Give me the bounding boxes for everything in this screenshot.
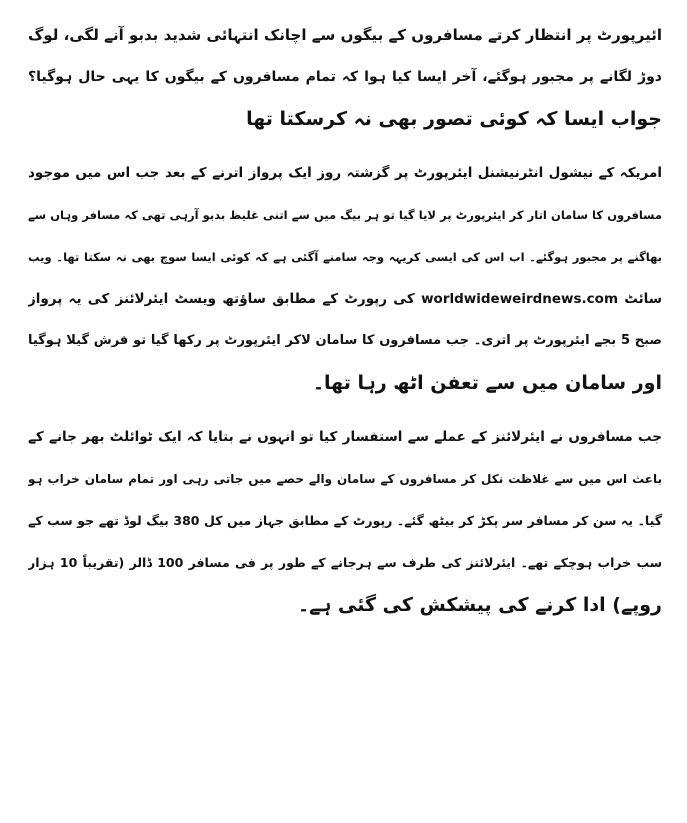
paragraph-explanation [28, 416, 662, 626]
text-line: بھاگنے پر مجبور ہوگئے۔ اب اس کی ایسی کریہہ وجہ سامنے آگئی ہے کہ کوئی ایسا سوچ بھی نہ سکتا تھا۔ ویب [28, 250, 662, 264]
text-line: امریکہ کے نیشول انٹرنیشنل ایئرپورٹ پر گزشتہ روز ایک پرواز اترنے کے بعد جب اس میں موجود [28, 165, 662, 181]
text-line: باعث اس میں سے غلاظت نکل کر مسافروں کے سامان والے حصے میں جاتی رہی اور تمام سامان خراب ہو [28, 472, 662, 486]
text-line: ائیرپورٹ پر انتظار کرتے مسافروں کے بیگوں سے اچانک انتہائی شدید بدبو آنے لگی، لوگ [28, 26, 662, 44]
text-line: صبح 5 بجے ایئرپورٹ پر اتری۔ جب مسافروں کا سامان لاکر ایئرپورٹ پر رکھا گیا تو فرش گیلا ہوگیا [28, 333, 662, 348]
text-line: مسافروں کا سامان اتار کر ایئرپورٹ پر لایا گیا تو ہر بیگ میں سے اتنی غلیظ بدبو آرہی تھی کہ مسافر وہاں سے [28, 208, 662, 222]
text-line: گیا۔ یہ سن کر مسافر سر پکڑ کر بیٹھ گئے۔ رپورٹ کے مطابق جہاز میں کل 380 بیگ لوڈ تھے جو سب کے [28, 513, 662, 528]
paragraph-headline [28, 14, 662, 140]
text-line: جواب ایسا کہ کوئی تصور بھی نہ کرسکتا تھا [246, 108, 662, 130]
paragraph-spacer [28, 404, 662, 416]
article-body [28, 14, 662, 626]
text-line: سب خراب ہوچکے تھے۔ ایئرلائنز کی طرف سے ہرجانے کے طور پر فی مسافر 100 ڈالر (تقریباً 10 ہزار [28, 555, 662, 570]
text-line: جب مسافروں نے ایئرلائنز کے عملے سے استفسار کیا تو انہوں نے بتایا کہ ایک ٹوائلٹ بھر جانے کے [28, 429, 662, 445]
paragraph-spacer [28, 140, 662, 152]
text-line: سائٹ worldwideweirdnews.com کی رپورٹ کے مطابق ساﺅتھ ویسٹ ایئرلائنز کی یہ پرواز [28, 291, 662, 307]
text-line: روپے) ادا کرنے کی پیشکش کی گئی ہے۔ [297, 594, 662, 616]
text-line: دوڑ لگانے پر مجبور ہوگئے، آخر ایسا کیا ہوا کہ تمام مسافروں کے بیگوں کا یہی حال ہوگیا؟ [28, 69, 662, 85]
text-line: اور سامان میں سے تعفن اٹھ رہا تھا۔ [312, 372, 662, 394]
paragraph-incident [28, 152, 662, 404]
